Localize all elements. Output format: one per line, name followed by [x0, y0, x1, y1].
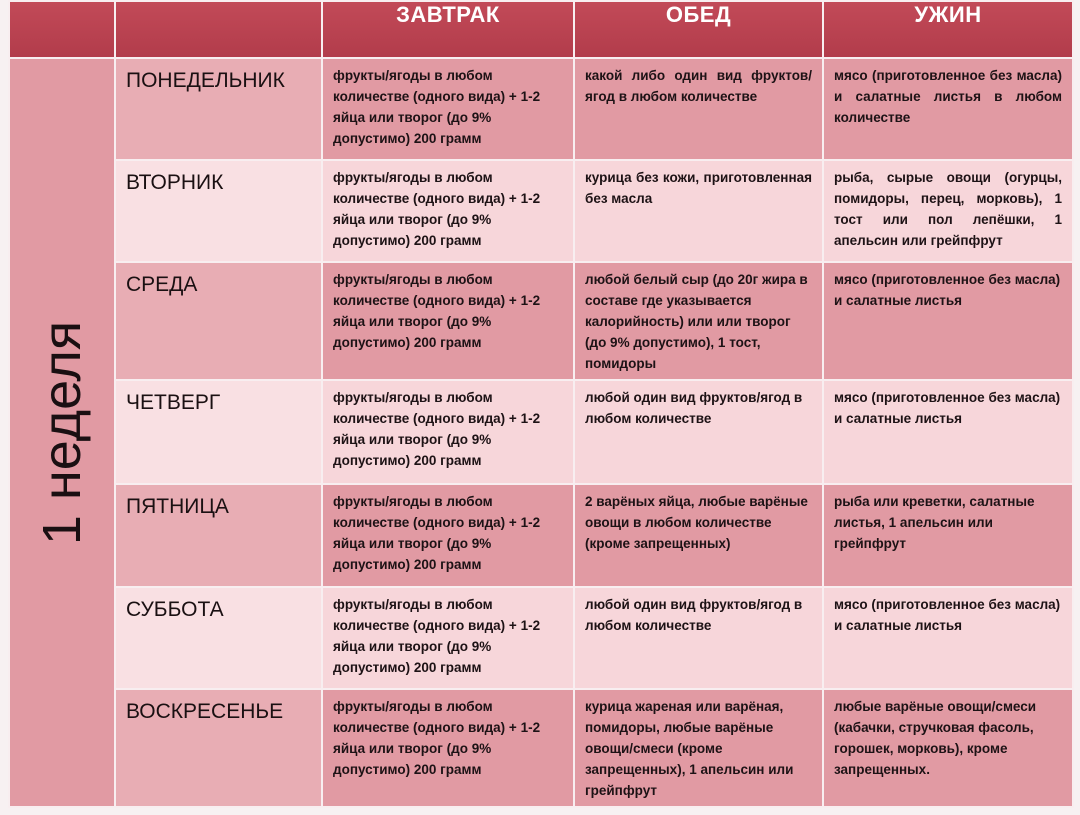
lunch-cell: курица жареная или варёная, помидоры, любые варёные овощи/смеси (кроме запрещенных), 1 апельсин или грейпфрут	[574, 689, 823, 807]
header-corner-day	[115, 1, 322, 58]
lunch-cell: любой один вид фруктов/ягод в любом количестве	[574, 380, 823, 483]
breakfast-cell: фрукты/ягоды в любом количестве (одного вида) + 1-2 яйца или творог (до 9% допустимо) 200 грамм	[322, 380, 574, 483]
day-name: ВОСКРЕСЕНЬЕ	[115, 689, 322, 807]
table-row	[9, 484, 1073, 587]
day-name: ПЯТНИЦА	[115, 484, 322, 587]
table-row	[9, 587, 1073, 689]
table-row	[9, 160, 1073, 262]
header-lunch: ОБЕД	[574, 1, 823, 58]
lunch-cell: курица без кожи, приготовленная без масла	[574, 160, 823, 262]
breakfast-cell: фрукты/ягоды в любом количестве (одного вида) + 1-2 яйца или творог (до 9% допустимо) 200 грамм	[322, 58, 574, 160]
day-name: ПОНЕДЕЛЬНИК	[115, 58, 322, 160]
breakfast-cell: фрукты/ягоды в любом количестве (одного вида) + 1-2 яйца или творог (до 9% допустимо) 200 грамм	[322, 262, 574, 380]
header-breakfast: ЗАВТРАК	[322, 1, 574, 58]
header-corner	[9, 1, 115, 58]
day-name: ВТОРНИК	[115, 160, 322, 262]
week-column	[9, 58, 115, 807]
dinner-cell: мясо (приготовленное без масла) и салатные листья	[823, 262, 1073, 380]
lunch-cell: какой либо один вид фруктов/ягод в любом количестве	[574, 58, 823, 160]
day-name: ЧЕТВЕРГ	[115, 380, 322, 483]
table-row	[9, 689, 1073, 807]
breakfast-cell: фрукты/ягоды в любом количестве (одного вида) + 1-2 яйца или творог (до 9% допустимо) 200 грамм	[322, 587, 574, 689]
day-name: СРЕДА	[115, 262, 322, 380]
dinner-cell: любые варёные овощи/смеси (кабачки, стручковая фасоль, горошек, морковь), кроме запрещенных.	[823, 689, 1073, 807]
week-label: 1 неделя	[32, 320, 92, 545]
dinner-cell: мясо (приготовленное без масла) и салатные листья в любом количестве	[823, 58, 1073, 160]
lunch-cell: любой один вид фруктов/ягод в любом количестве	[574, 587, 823, 689]
dinner-cell: мясо (приготовленное без масла) и салатные листья	[823, 380, 1073, 483]
header-row	[9, 1, 1073, 58]
meal-plan-table	[8, 0, 1074, 808]
breakfast-cell: фрукты/ягоды в любом количестве (одного вида) + 1-2 яйца или творог (до 9% допустимо) 200 грамм	[322, 160, 574, 262]
table-row	[9, 262, 1073, 380]
dinner-cell: рыба, сырые овощи (огурцы, помидоры, перец, морковь), 1 тост или пол лепёшки, 1 апельсин или грейпфрут	[823, 160, 1073, 262]
lunch-cell: любой белый сыр (до 20г жира в составе где указывается калорийность) или или творог (до 9% допустимо), 1 тост, помидоры	[574, 262, 823, 380]
day-name: СУББОТА	[115, 587, 322, 689]
table-row	[9, 380, 1073, 483]
header-dinner: УЖИН	[823, 1, 1073, 58]
dinner-cell: рыба или креветки, салатные листья, 1 апельсин или грейпфрут	[823, 484, 1073, 587]
breakfast-cell: фрукты/ягоды в любом количестве (одного вида) + 1-2 яйца или творог (до 9% допустимо) 200 грамм	[322, 484, 574, 587]
lunch-cell: 2 варёных яйца, любые варёные овощи в любом количестве (кроме запрещенных)	[574, 484, 823, 587]
table-row	[9, 58, 1073, 160]
breakfast-cell: фрукты/ягоды в любом количестве (одного вида) + 1-2 яйца или творог (до 9% допустимо) 200 грамм	[322, 689, 574, 807]
dinner-cell: мясо (приготовленное без масла) и салатные листья	[823, 587, 1073, 689]
